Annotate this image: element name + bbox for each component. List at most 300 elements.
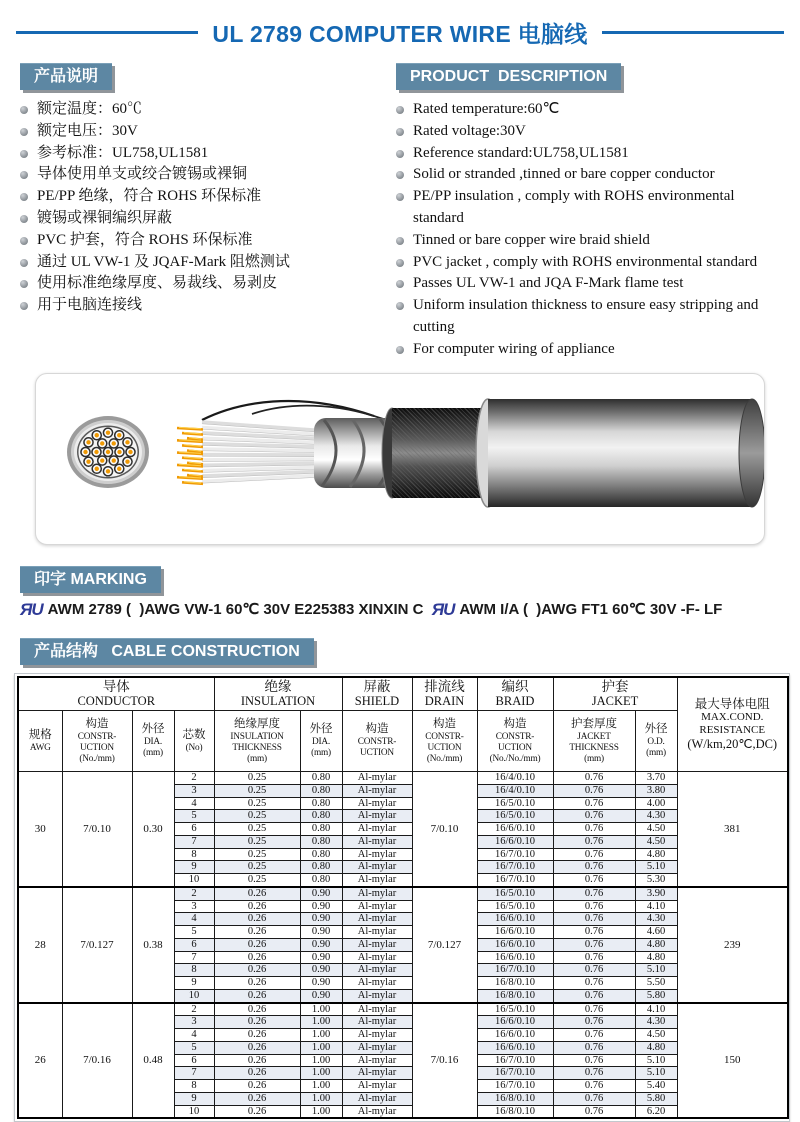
- cell-braid-construction: 16/6/0.10: [477, 1029, 553, 1042]
- product-description-en-column: [396, 63, 786, 361]
- cell-jacket-thickness: 0.76: [553, 810, 635, 823]
- cross-section-wire: [103, 427, 114, 438]
- cell-core-count: 4: [174, 797, 214, 810]
- cell-insulation-dia: 1.00: [300, 1029, 342, 1042]
- cell-core-count: 6: [174, 938, 214, 951]
- cell-core-count: 10: [174, 874, 214, 887]
- cell-shield-construction: Al-mylar: [342, 1041, 412, 1054]
- cell-shield-construction: Al-mylar: [342, 913, 412, 926]
- badge-product-en: PRODUCT DESCRIPTION: [396, 63, 621, 90]
- header-line: THICKNESS: [232, 742, 282, 753]
- cell-insulation-dia: 0.80: [300, 823, 342, 836]
- cell-od: 4.50: [635, 1029, 677, 1042]
- cross-section-wire: [122, 456, 133, 467]
- merged-cell-construction: 7/0.10: [62, 772, 132, 887]
- cell-insulation-dia: 0.80: [300, 861, 342, 874]
- cell-jacket-thickness: 0.76: [553, 874, 635, 887]
- bullet-item: [20, 99, 396, 121]
- cell-core-count: 6: [174, 1054, 214, 1067]
- cell-jacket-thickness: 0.76: [553, 938, 635, 951]
- cell-jacket-thickness: 0.76: [553, 1016, 635, 1029]
- cell-insulation-dia: 0.80: [300, 784, 342, 797]
- cell-shield-construction: Al-mylar: [342, 1003, 412, 1016]
- table-row: [18, 1003, 788, 1016]
- cell-od: 4.80: [635, 938, 677, 951]
- bullet-text: 导体使用单支或绞合镀锡或裸铜: [37, 166, 248, 183]
- bullet-dot-icon: [20, 193, 28, 201]
- bullet-item: [20, 143, 396, 165]
- cell-braid-construction: 16/5/0.10: [477, 900, 553, 913]
- cross-section-wire: [80, 446, 91, 457]
- table-sub-header-row: [18, 711, 788, 772]
- cell-insulation-thickness: 0.26: [214, 1092, 300, 1105]
- cell-braid-construction: 16/5/0.10: [477, 887, 553, 900]
- group-header-cell: [342, 677, 412, 711]
- cell-shield-construction: Al-mylar: [342, 1054, 412, 1067]
- cross-section-wire: [103, 466, 114, 477]
- header-line: MAX.COND.: [701, 711, 764, 724]
- header-line: (mm): [311, 748, 331, 759]
- product-description-cn-column: [14, 63, 396, 361]
- cell-braid-construction: 16/5/0.10: [477, 797, 553, 810]
- header-line: DRAIN: [424, 694, 465, 709]
- cell-jacket-thickness: 0.76: [553, 823, 635, 836]
- cell-jacket-thickness: 0.76: [553, 772, 635, 785]
- cell-insulation-dia: 0.80: [300, 848, 342, 861]
- badge-cable-construction: 产品结构 CABLE CONSTRUCTION: [20, 638, 314, 665]
- cell-jacket-thickness: 0.76: [553, 1067, 635, 1080]
- marking-text: [20, 600, 786, 620]
- cell-core-count: 5: [174, 926, 214, 939]
- cell-od: 4.50: [635, 823, 677, 836]
- cell-insulation-dia: 1.00: [300, 1016, 342, 1029]
- cell-od: 4.60: [635, 926, 677, 939]
- cell-braid-construction: 16/8/0.10: [477, 1092, 553, 1105]
- cell-core-count: 9: [174, 977, 214, 990]
- cell-shield-construction: Al-mylar: [342, 874, 412, 887]
- cell-insulation-dia: 1.00: [300, 1067, 342, 1080]
- header-line: O.D.: [647, 737, 665, 748]
- cell-od: 5.10: [635, 964, 677, 977]
- cell-jacket-thickness: 0.76: [553, 784, 635, 797]
- header-line: (No./mm): [79, 753, 115, 764]
- header-line: (No./No./mm): [489, 753, 541, 764]
- header-line: BRAID: [495, 694, 535, 709]
- bullet-text: Reference standard:UL758,UL1581: [413, 144, 629, 161]
- cell-shield-construction: Al-mylar: [342, 926, 412, 939]
- cell-core-count: 7: [174, 1067, 214, 1080]
- header-line: 绝缘: [264, 678, 292, 694]
- header-line: 最大导体电阻: [694, 696, 770, 711]
- bullet-dot-icon: [396, 128, 404, 136]
- cell-insulation-thickness: 0.25: [214, 797, 300, 810]
- header-line: UCTION: [498, 742, 532, 753]
- cell-braid-construction: 16/8/0.10: [477, 1105, 553, 1118]
- stray-wire: [252, 405, 386, 419]
- bullet-item: [20, 230, 396, 252]
- cell-insulation-thickness: 0.26: [214, 1067, 300, 1080]
- cross-section-wire: [114, 463, 125, 474]
- bullet-text: 镀锡或裸铜编织屏蔽: [37, 209, 173, 226]
- bullet-item: [396, 164, 786, 186]
- cell-insulation-dia: 1.00: [300, 1092, 342, 1105]
- cross-section-wire: [122, 437, 133, 448]
- cell-shield-construction: Al-mylar: [342, 951, 412, 964]
- cell-od: 5.10: [635, 1067, 677, 1080]
- bullet-item: [396, 230, 786, 252]
- merged-cell-awg: 26: [18, 1003, 62, 1119]
- bullet-text: Solid or stranded ,tinned or bare copper conductor: [413, 166, 715, 183]
- merged-cell-drain: 7/0.127: [412, 887, 477, 1003]
- bullet-item: [20, 164, 396, 186]
- cell-insulation-thickness: 0.25: [214, 835, 300, 848]
- cell-braid-construction: 16/5/0.10: [477, 1003, 553, 1016]
- cell-shield-construction: Al-mylar: [342, 823, 412, 836]
- cell-od: 5.80: [635, 989, 677, 1002]
- bullet-text: Tinned or bare copper wire braid shield: [413, 231, 650, 248]
- header-line: 外径: [644, 723, 668, 736]
- merged-cell-awg: 30: [18, 772, 62, 887]
- bullet-dot-icon: [396, 171, 404, 179]
- cell-braid-construction: 16/6/0.10: [477, 913, 553, 926]
- bullet-item: [20, 121, 396, 143]
- sub-header-cell: [342, 711, 412, 772]
- group-header-cell: [18, 677, 214, 711]
- header-line: (mm): [143, 748, 163, 759]
- bullet-dot-icon: [396, 150, 404, 158]
- page-title: UL 2789 COMPUTER WIRE 电脑线: [212, 21, 588, 47]
- header-line: 排流线: [424, 678, 465, 694]
- cell-insulation-dia: 1.00: [300, 1080, 342, 1093]
- bullet-dot-icon: [20, 237, 28, 245]
- cell-jacket-thickness: 0.76: [553, 797, 635, 810]
- cross-section-wire: [83, 456, 94, 467]
- header-line: SHIELD: [354, 694, 400, 709]
- cell-braid-construction: 16/5/0.10: [477, 810, 553, 823]
- cell-shield-construction: Al-mylar: [342, 848, 412, 861]
- cell-core-count: 3: [174, 1016, 214, 1029]
- header-line: CONDUCTOR: [77, 694, 156, 709]
- merged-cell-dia: 0.48: [132, 1003, 174, 1119]
- cell-jacket-thickness: 0.76: [553, 848, 635, 861]
- bullet-dot-icon: [396, 346, 404, 354]
- cell-od: 4.50: [635, 835, 677, 848]
- cell-insulation-thickness: 0.25: [214, 861, 300, 874]
- title-row: [14, 16, 786, 49]
- bullet-dot-icon: [396, 259, 404, 267]
- header-line: 护套: [601, 678, 629, 694]
- cell-insulation-thickness: 0.26: [214, 938, 300, 951]
- sub-header-cell: [553, 711, 635, 772]
- cell-jacket-thickness: 0.76: [553, 835, 635, 848]
- cell-core-count: 3: [174, 900, 214, 913]
- header-line: 构造: [85, 718, 109, 730]
- bullet-dot-icon: [396, 237, 404, 245]
- cell-braid-construction: 16/7/0.10: [477, 964, 553, 977]
- header-line: 外径: [309, 723, 333, 736]
- marking-segment: AWM 2789 ( )AWG VW-1 60℃ 30V E225383 XINXIN C: [47, 600, 428, 618]
- cell-shield-construction: Al-mylar: [342, 1105, 412, 1118]
- cell-insulation-dia: 0.80: [300, 772, 342, 785]
- merged-cell-resistance: 381: [677, 772, 788, 887]
- cell-jacket-thickness: 0.76: [553, 964, 635, 977]
- cell-core-count: 7: [174, 951, 214, 964]
- bullet-item: [20, 273, 396, 295]
- header-line: (mm): [247, 753, 267, 764]
- bullet-dot-icon: [396, 106, 404, 114]
- cell-braid-construction: 16/7/0.10: [477, 848, 553, 861]
- cell-insulation-dia: 0.80: [300, 874, 342, 887]
- header-line: UCTION: [360, 748, 394, 759]
- cell-jacket-thickness: 0.76: [553, 1105, 635, 1118]
- sub-header-cell: [132, 711, 174, 772]
- bullet-item: [396, 273, 786, 295]
- header-line: DIA.: [311, 737, 331, 748]
- cell-insulation-dia: 0.90: [300, 887, 342, 900]
- cell-insulation-dia: 0.90: [300, 913, 342, 926]
- bullet-text: Uniform insulation thickness to ensure easy stripping and cutting: [413, 297, 759, 335]
- cell-core-count: 4: [174, 913, 214, 926]
- cell-core-count: 5: [174, 810, 214, 823]
- bullet-item: [396, 252, 786, 274]
- cell-jacket-thickness: 0.76: [553, 1054, 635, 1067]
- cell-core-count: 2: [174, 1003, 214, 1016]
- bullet-text: PE/PP 绝缘，符合 ROHS 环保标准: [37, 188, 262, 205]
- merged-cell-drain: 7/0.16: [412, 1003, 477, 1119]
- cell-insulation-dia: 0.90: [300, 951, 342, 964]
- cell-insulation-thickness: 0.26: [214, 1003, 300, 1016]
- cross-section-wire: [91, 463, 102, 474]
- cell-od: 4.30: [635, 1016, 677, 1029]
- cell-insulation-thickness: 0.26: [214, 977, 300, 990]
- header-line: JACKET: [577, 731, 611, 742]
- bullet-dot-icon: [20, 150, 28, 158]
- bullet-item: [396, 121, 786, 143]
- bullet-text: 用于电脑连接线: [37, 297, 143, 314]
- sub-header-cell: [214, 711, 300, 772]
- cell-shield-construction: Al-mylar: [342, 964, 412, 977]
- cell-insulation-thickness: 0.26: [214, 1029, 300, 1042]
- cell-jacket-thickness: 0.76: [553, 1092, 635, 1105]
- cell-od: 5.40: [635, 1080, 677, 1093]
- header-line: 构造: [503, 718, 527, 730]
- bullet-dot-icon: [20, 171, 28, 179]
- bullet-text: Rated voltage:30V: [413, 122, 526, 139]
- cell-shield-construction: Al-mylar: [342, 1016, 412, 1029]
- header-line: 编织: [501, 678, 529, 694]
- ul-recognized-mark-icon: ЯU: [431, 599, 455, 619]
- header-line: 绝缘厚度: [234, 718, 280, 730]
- bullet-item: [20, 186, 396, 208]
- bullet-dot-icon: [20, 106, 28, 114]
- bullet-text: Passes UL VW-1 and JQA F-Mark flame test: [413, 275, 684, 292]
- cell-braid-construction: 16/8/0.10: [477, 977, 553, 990]
- header-line: 外径: [141, 723, 165, 736]
- cell-insulation-thickness: 0.26: [214, 964, 300, 977]
- bullet-text: 额定电压：30V: [37, 122, 138, 139]
- badge-product-cn: 产品说明: [20, 63, 112, 90]
- group-header-cell: [412, 677, 477, 711]
- header-line: 护套厚度: [571, 718, 617, 730]
- cell-od: 5.80: [635, 1092, 677, 1105]
- cell-od: 3.80: [635, 784, 677, 797]
- wire-bundle: [177, 422, 328, 484]
- cell-insulation-thickness: 0.26: [214, 926, 300, 939]
- cell-jacket-thickness: 0.76: [553, 977, 635, 990]
- cell-insulation-dia: 1.00: [300, 1041, 342, 1054]
- cell-jacket-thickness: 0.76: [553, 951, 635, 964]
- cell-od: 5.10: [635, 1054, 677, 1067]
- cell-shield-construction: Al-mylar: [342, 938, 412, 951]
- merged-cell-awg: 28: [18, 887, 62, 1003]
- cell-insulation-thickness: 0.25: [214, 874, 300, 887]
- cell-core-count: 3: [174, 784, 214, 797]
- cell-od: 4.10: [635, 900, 677, 913]
- cell-jacket-thickness: 0.76: [553, 1003, 635, 1016]
- merged-cell-dia: 0.30: [132, 772, 174, 887]
- cell-shield-construction: Al-mylar: [342, 861, 412, 874]
- cell-od: 5.30: [635, 874, 677, 887]
- cell-braid-construction: 16/6/0.10: [477, 1016, 553, 1029]
- header-line: (W/km,20℃,DC): [687, 737, 778, 752]
- cell-shield-construction: Al-mylar: [342, 810, 412, 823]
- cell-shield-construction: Al-mylar: [342, 1080, 412, 1093]
- cell-shield-construction: Al-mylar: [342, 1092, 412, 1105]
- bullet-dot-icon: [20, 259, 28, 267]
- cell-od: 3.70: [635, 772, 677, 785]
- bullet-dot-icon: [20, 128, 28, 136]
- cell-od: 4.00: [635, 797, 677, 810]
- bullet-text: PVC jacket , comply with ROHS environmental standard: [413, 253, 758, 270]
- bullet-dot-icon: [396, 193, 404, 201]
- bullet-text: For computer wiring of appliance: [413, 340, 615, 357]
- cable-illustration: [36, 374, 765, 545]
- header-line: INSULATION: [240, 694, 316, 709]
- cell-insulation-thickness: 0.25: [214, 784, 300, 797]
- bullet-text: Rated temperature:60℃: [413, 101, 560, 117]
- cell-shield-construction: Al-mylar: [342, 797, 412, 810]
- bullet-dot-icon: [396, 302, 404, 310]
- bullet-item: [396, 339, 786, 361]
- cell-shield-construction: Al-mylar: [342, 977, 412, 990]
- cable-construction-table-frame: [14, 673, 790, 1122]
- cable-cross-section: [67, 416, 149, 488]
- bullet-text: 额定温度：60℃: [37, 101, 143, 117]
- merged-cell-drain: 7/0.10: [412, 772, 477, 887]
- title-rule-left: [16, 31, 198, 34]
- cell-jacket-thickness: 0.76: [553, 926, 635, 939]
- cell-core-count: 9: [174, 861, 214, 874]
- sub-header-cell: [300, 711, 342, 772]
- bullet-item: [20, 252, 396, 274]
- cell-core-count: 10: [174, 1105, 214, 1118]
- cell-insulation-thickness: 0.26: [214, 1041, 300, 1054]
- header-line: DIA.: [143, 737, 163, 748]
- cell-insulation-dia: 0.80: [300, 810, 342, 823]
- cell-shield-construction: Al-mylar: [342, 900, 412, 913]
- cell-shield-construction: Al-mylar: [342, 784, 412, 797]
- cell-jacket-thickness: 0.76: [553, 989, 635, 1002]
- cross-section-wire: [114, 430, 125, 441]
- cell-insulation-thickness: 0.26: [214, 913, 300, 926]
- cell-od: 3.90: [635, 887, 677, 900]
- cell-braid-construction: 16/6/0.10: [477, 823, 553, 836]
- cell-jacket-thickness: 0.76: [553, 861, 635, 874]
- header-line: (No): [185, 742, 203, 753]
- cell-braid-construction: 16/6/0.10: [477, 938, 553, 951]
- bullet-dot-icon: [20, 302, 28, 310]
- header-line: INSULATION: [230, 731, 284, 742]
- title-rule-right: [602, 31, 784, 34]
- group-header-cell: [553, 677, 677, 711]
- cell-od: 4.30: [635, 810, 677, 823]
- table-row: [18, 772, 788, 785]
- table-group-header-row: [18, 677, 788, 711]
- cell-od: 4.10: [635, 1003, 677, 1016]
- bullet-item: [396, 186, 786, 230]
- cell-insulation-thickness: 0.26: [214, 887, 300, 900]
- header-line: RESISTANCE: [699, 724, 766, 737]
- cell-insulation-thickness: 0.25: [214, 772, 300, 785]
- cell-core-count: 5: [174, 1041, 214, 1054]
- cell-core-count: 10: [174, 989, 214, 1002]
- bullet-text: 使用标准绝缘厚度、易裁线、易剥皮: [37, 275, 278, 292]
- product-en-list: [396, 99, 786, 361]
- sub-header-cell: [62, 711, 132, 772]
- cell-jacket-thickness: 0.76: [553, 900, 635, 913]
- bullet-item: [396, 295, 786, 339]
- bullet-item: [20, 295, 396, 317]
- cell-braid-construction: 16/6/0.10: [477, 926, 553, 939]
- merged-cell-construction: 7/0.127: [62, 887, 132, 1003]
- product-description-section: [14, 63, 786, 361]
- cell-insulation-dia: 0.90: [300, 900, 342, 913]
- cell-shield-construction: Al-mylar: [342, 772, 412, 785]
- cell-core-count: 8: [174, 1080, 214, 1093]
- group-header-cell: [214, 677, 342, 711]
- badge-marking: 印字 MARKING: [20, 566, 161, 593]
- header-line: CONSTR-: [495, 731, 535, 742]
- header-line: (mm): [584, 753, 604, 764]
- cell-od: 5.10: [635, 861, 677, 874]
- cable-illustration-box: [35, 373, 765, 545]
- bullet-item: [20, 208, 396, 230]
- cell-insulation-dia: 1.00: [300, 1003, 342, 1016]
- header-line: CONSTR-: [77, 731, 117, 742]
- header-line: 构造: [365, 723, 389, 736]
- header-line: (No./mm): [426, 753, 463, 764]
- merged-cell-resistance: 239: [677, 887, 788, 1003]
- cross-section-wire: [83, 437, 94, 448]
- product-cn-list: [20, 99, 396, 317]
- cell-core-count: 9: [174, 1092, 214, 1105]
- cell-shield-construction: Al-mylar: [342, 835, 412, 848]
- cell-shield-construction: Al-mylar: [342, 1067, 412, 1080]
- cross-section-wire: [91, 430, 102, 441]
- merged-cell-resistance: 150: [677, 1003, 788, 1119]
- header-line: 导体: [102, 678, 130, 694]
- cell-insulation-dia: 0.90: [300, 938, 342, 951]
- sub-header-cell: [18, 711, 62, 772]
- header-line: 芯数: [182, 728, 206, 741]
- cell-core-count: 7: [174, 835, 214, 848]
- bullet-dot-icon: [20, 280, 28, 288]
- header-line: UCTION: [427, 742, 462, 753]
- sub-header-cell: [174, 711, 214, 772]
- cell-braid-construction: 16/7/0.10: [477, 1054, 553, 1067]
- cell-insulation-thickness: 0.26: [214, 989, 300, 1002]
- cell-insulation-dia: 0.90: [300, 926, 342, 939]
